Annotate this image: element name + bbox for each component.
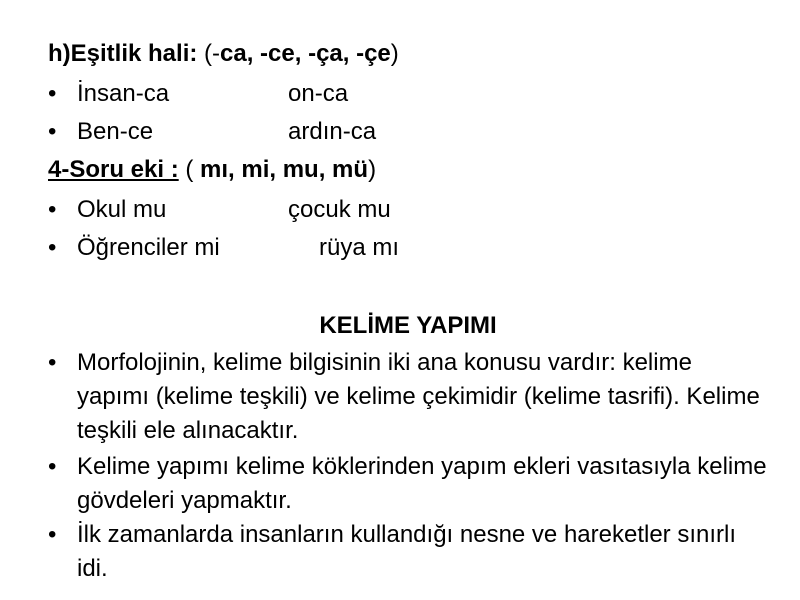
example-right: rüya mı — [319, 234, 400, 261]
list-item — [48, 234, 768, 261]
example-right: çocuk mu — [288, 196, 391, 223]
paragraph-text: Morfolojinin, kelime bilgisinin iki ana konusu vardır: kelime yapımı (kelime teşkili) ve kelime çekimidir (kelime tasrifi). Kelime teşkili ele alınacaktır. — [77, 349, 760, 444]
section-4-heading — [48, 156, 376, 183]
bullet-icon: • — [48, 453, 57, 480]
example-right: on-ca — [288, 80, 349, 107]
section-4-title: 4-Soru eki : — [48, 156, 179, 183]
example-left: Öğrenciler mi — [77, 234, 220, 261]
section-4-open: ( — [178, 156, 201, 183]
paragraph-text: Kelime yapımı kelime köklerinden yapım ekleri vasıtasıyla kelime gövdeleri yapmaktır. — [77, 453, 767, 514]
bullet-icon: • — [48, 196, 57, 223]
section-h-title: h)Eşitlik hali: — [48, 40, 198, 67]
list-item — [48, 518, 768, 586]
section-h-suffixes: ca, -ce, -ça, -çe — [220, 40, 391, 67]
section-4-suffixes: mı, mi, mu, mü — [200, 156, 369, 183]
list-item — [48, 450, 768, 518]
list-item — [48, 118, 768, 145]
list-item — [48, 196, 768, 223]
paragraph-text: İlk zamanlarda insanların kullandığı nesne ve hareketler sınırlı idi. — [77, 521, 737, 582]
bullet-icon: • — [48, 80, 57, 107]
page-title: KELİME YAPIMI — [319, 312, 497, 339]
list-item — [48, 346, 768, 448]
example-left: Ben-ce — [77, 118, 154, 145]
section-h-heading — [48, 40, 399, 67]
list-item — [48, 80, 768, 107]
section-h-close: ) — [390, 40, 399, 67]
bullet-icon: • — [48, 234, 57, 261]
section-4-close: ) — [368, 156, 377, 183]
section-h-open: (- — [197, 40, 221, 67]
example-right: ardın-ca — [288, 118, 377, 145]
example-left: Okul mu — [77, 196, 167, 223]
bullet-icon: • — [48, 521, 57, 548]
bullet-icon: • — [48, 118, 57, 145]
bullet-icon: • — [48, 349, 57, 376]
example-left: İnsan-ca — [77, 80, 170, 107]
